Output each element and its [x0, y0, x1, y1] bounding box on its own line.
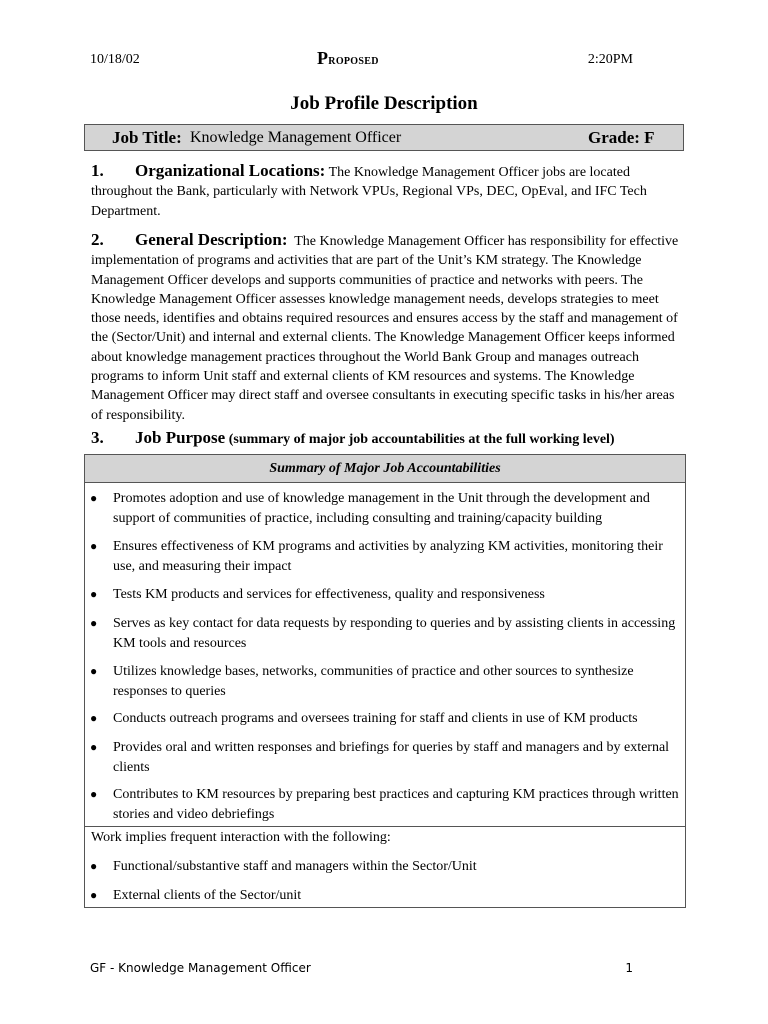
section-heading: Job Purpose	[135, 428, 226, 447]
page-number: 1	[625, 961, 633, 975]
list-item-text: Utilizes knowledge bases, networks, communities of practice and other sources to synthesize responses to queries	[113, 664, 634, 699]
section-heading: General Description:	[135, 230, 288, 249]
list-item-text: Ensures effectiveness of KM programs and activities by analyzing KM activities, monitoring their use, and measuring their impact	[113, 539, 663, 574]
header-date: 10/18/02	[90, 52, 140, 67]
section-number: 3.	[91, 428, 104, 447]
bullet-icon: ●	[90, 859, 98, 873]
list-item-text: Contributes to KM resources by preparing best practices and capturing KM practices through written stories and video debriefings	[113, 787, 679, 822]
job-title-bar	[84, 124, 684, 151]
list-item-text: Tests KM products and services for effectiveness, quality and responsiveness	[113, 587, 545, 602]
accountabilities-header: Summary of Major Job Accountabilities	[85, 455, 685, 483]
accountabilities-list	[85, 483, 685, 827]
section-job-purpose	[91, 428, 681, 449]
grade-label: Grade: F	[588, 128, 655, 147]
list-item-text: Conducts outreach programs and oversees training for staff and clients in use of KM products	[113, 711, 638, 726]
bullet-icon: ●	[90, 740, 98, 754]
list-item-text: Provides oral and written responses and briefings for queries by staff and managers and by external clients	[113, 740, 670, 775]
list-item-text: Serves as key contact for data requests by responding to queries and by assisting clients in accessing KM tools and resources	[113, 616, 676, 651]
list-item-text: External clients of the Sector/unit	[113, 888, 302, 903]
interactions-section	[85, 827, 685, 907]
bullet-icon: ●	[90, 491, 98, 505]
job-title-label: Job Title:	[112, 128, 182, 147]
section-number: 2.	[91, 230, 104, 249]
footer-title: GF - Knowledge Management Officer	[90, 961, 311, 975]
bullet-icon: ●	[90, 711, 98, 725]
section-subheading: (summary of major job accountabilities at the full working level)	[228, 432, 615, 447]
bullet-icon: ●	[90, 787, 98, 801]
page-header	[90, 48, 635, 71]
section-general-description	[91, 230, 681, 425]
list-item-text: Functional/substantive staff and managers within the Sector/Unit	[113, 859, 477, 874]
bullet-icon: ●	[90, 587, 98, 601]
section-heading: Organizational Locations:	[135, 161, 326, 180]
section-number: 1.	[91, 161, 104, 180]
header-time: 2:20PM	[587, 52, 633, 67]
job-title-value: Knowledge Management Officer	[190, 129, 402, 146]
bullet-icon: ●	[90, 616, 98, 630]
section-organizational-locations	[91, 161, 681, 221]
accountabilities-table	[84, 454, 686, 908]
header-proposed: Proposed	[317, 48, 379, 68]
bullet-icon: ●	[90, 539, 98, 553]
section-text: The Knowledge Management Officer has responsibility for effective implementation of programs and activities that are part of the Unit’s KM strategy. The Knowledge Management Officer develops and supports communities of practice and networks with peers. The Knowledge Management Officer assesses knowledge management needs, develops strategies to meet those needs, identifies and obtains required resources and ensures access by the staff and management of the (Sector/Unit) and internal and external clients. The Knowledge Management Officer keeps informed about knowledge management practices throughout the World Bank Group and manages outreach programs to inform Unit staff and external clients of KM resources and systems. The Knowledge Management Officer may direct staff and oversee consultants in executing specific tasks in his/her areas of responsibility.	[91, 234, 679, 423]
section-text: The Knowledge Management Officer jobs are located throughout the Bank, particularly with Network VPUs, Regional VPs, DEC, OpEval, and IFC Tech Department.	[91, 165, 647, 219]
page-footer	[90, 961, 635, 975]
bullet-icon: ●	[90, 888, 98, 902]
list-item-text: Promotes adoption and use of knowledge management in the Unit through the development and support of communities of practice, including consulting and training/capacity building	[113, 491, 650, 526]
interactions-intro: Work implies frequent interaction with the following:	[91, 830, 391, 845]
page-title: Job Profile Description	[290, 93, 478, 114]
bullet-icon: ●	[90, 664, 98, 678]
